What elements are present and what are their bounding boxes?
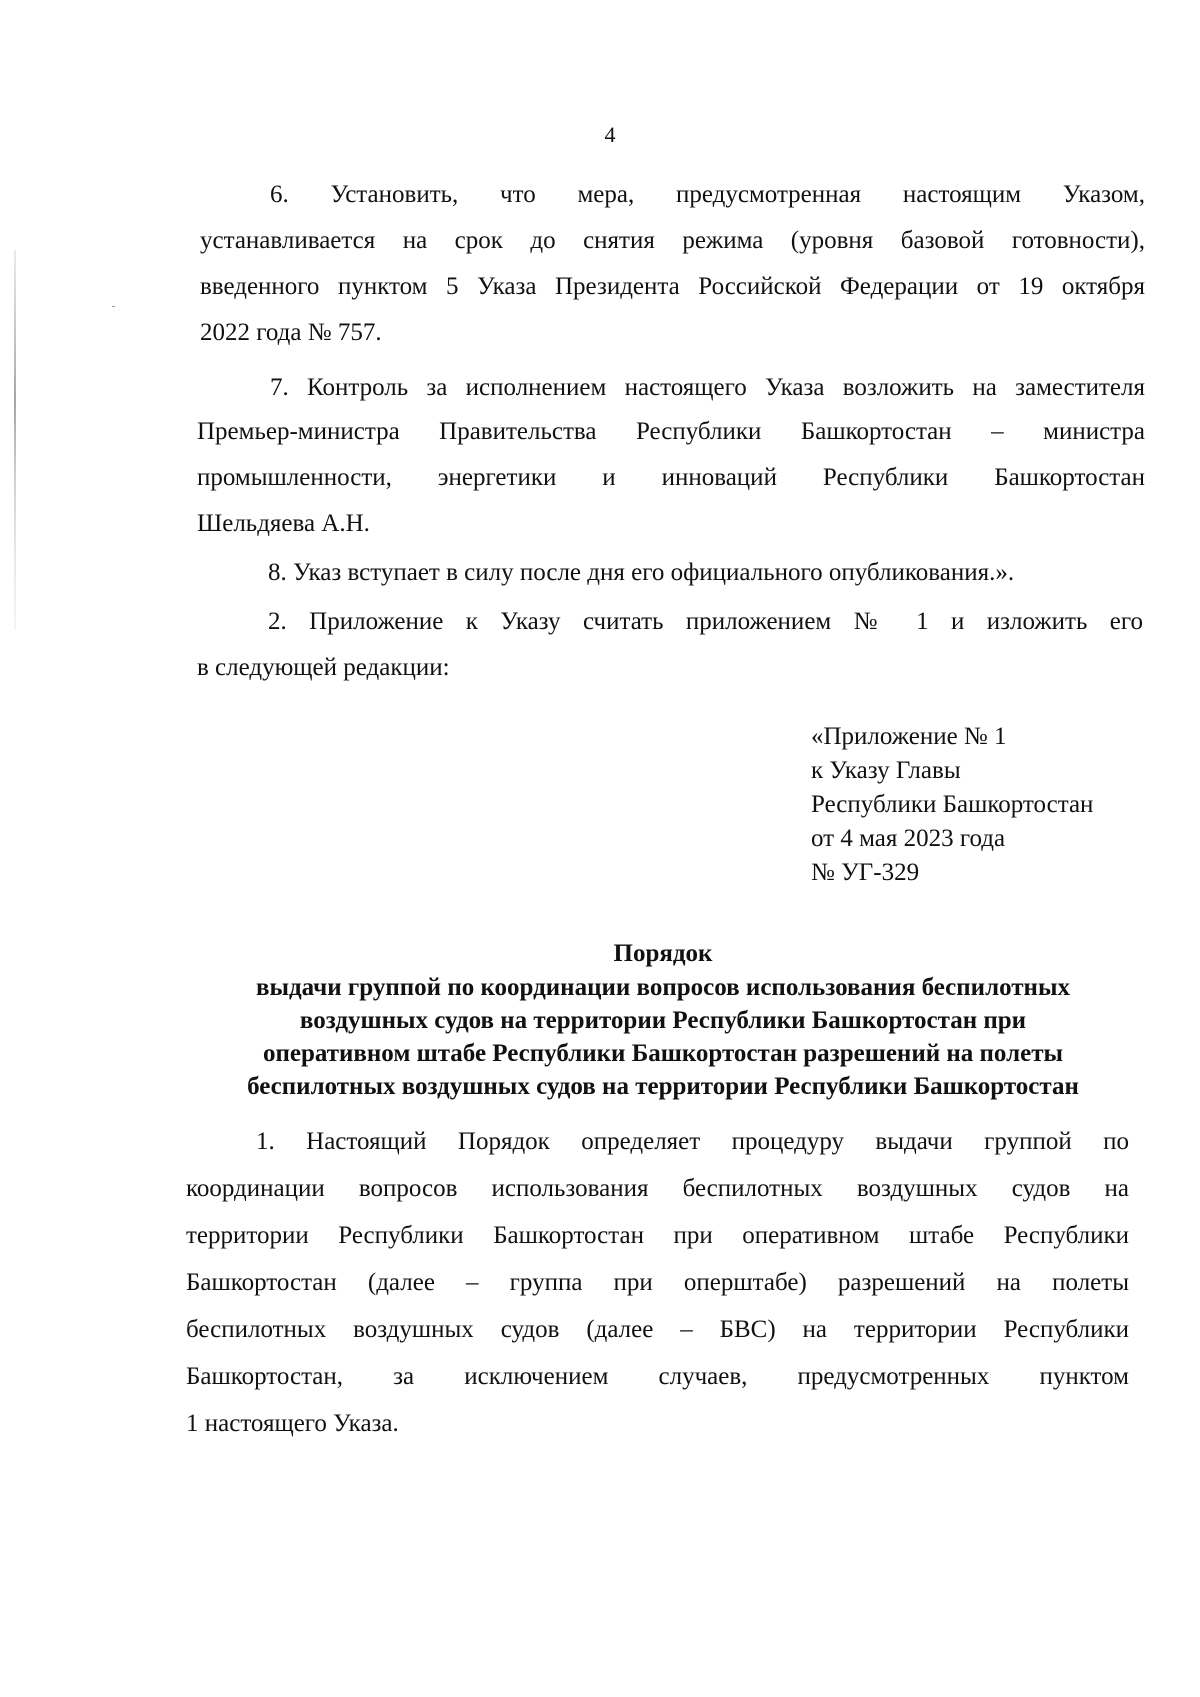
procedure-subtitle-line: беспилотных воздушных судов на территории Республики Башкортостан <box>247 1073 1079 1100</box>
procedure-item-1-line: Башкортостан (далее – группа при оперштабе) разрешений на полеты <box>186 1269 1129 1296</box>
item-7-line: промышленности, энергетики и инноваций Республики Башкортостан <box>197 464 1145 491</box>
item-8-line: 8. Указ вступает в силу после дня его официального опубликования.». <box>268 559 1015 586</box>
procedure-item-1-line: Башкортостан, за исключением случаев, предусмотренных пунктом <box>186 1363 1129 1390</box>
item-7-line: Премьер-министра Правительства Республики Башкортостан – министра <box>197 418 1145 445</box>
appendix-line: «Приложение № 1 <box>811 723 1007 750</box>
item-6-line: 6. Установить, что мера, предусмотренная настоящим Указом, <box>270 181 1145 208</box>
appendix-line: № УГ-329 <box>811 859 920 886</box>
page-number: 4 <box>604 122 616 147</box>
procedure-item-1-line: 1 настоящего Указа. <box>186 1410 399 1437</box>
procedure-title: Порядок <box>613 940 713 967</box>
procedure-item-1-line: беспилотных воздушных судов (далее – БВС) на территории Республики <box>186 1316 1129 1343</box>
item-2-line: в следующей редакции: <box>197 654 450 681</box>
procedure-subtitle-line: воздушных судов на территории Республики Башкортостан при <box>299 1007 1027 1034</box>
procedure-item-1-line: территории Республики Башкортостан при оперативном штабе Республики <box>186 1222 1129 1249</box>
item-6-line: 2022 года № 757. <box>200 319 382 346</box>
procedure-subtitle-line: оперативном штабе Республики Башкортостан разрешений на полеты <box>262 1040 1064 1067</box>
item-7-line: 7. Контроль за исполнением настоящего Указа возложить на заместителя <box>270 374 1145 401</box>
appendix-header <box>811 720 1093 890</box>
procedure-subtitle-line: выдачи группой по координации вопросов использования беспилотных <box>256 974 1070 1001</box>
scan-dust-artifact <box>112 306 115 307</box>
appendix-line: к Указу Главы <box>811 757 961 784</box>
procedure-item-1-line: координации вопросов использования беспилотных воздушных судов на <box>186 1175 1129 1202</box>
item-6-line: введенного пунктом 5 Указа Президента Российской Федерации от 19 октября <box>200 273 1145 300</box>
scan-edge-artifact <box>14 250 16 630</box>
item-2-line: 2. Приложение к Указу считать приложением № 1 и изложить его <box>268 608 1143 635</box>
item-7-line: Шельдяева А.Н. <box>197 510 370 537</box>
item-6-line: устанавливается на срок до снятия режима (уровня базовой готовности), <box>200 227 1145 254</box>
appendix-line: Республики Башкортостан <box>811 791 1094 818</box>
procedure-item-1-line: 1. Настоящий Порядок определяет процедуру выдачи группой по <box>256 1128 1129 1155</box>
appendix-line: от 4 мая 2023 года <box>811 825 1006 852</box>
